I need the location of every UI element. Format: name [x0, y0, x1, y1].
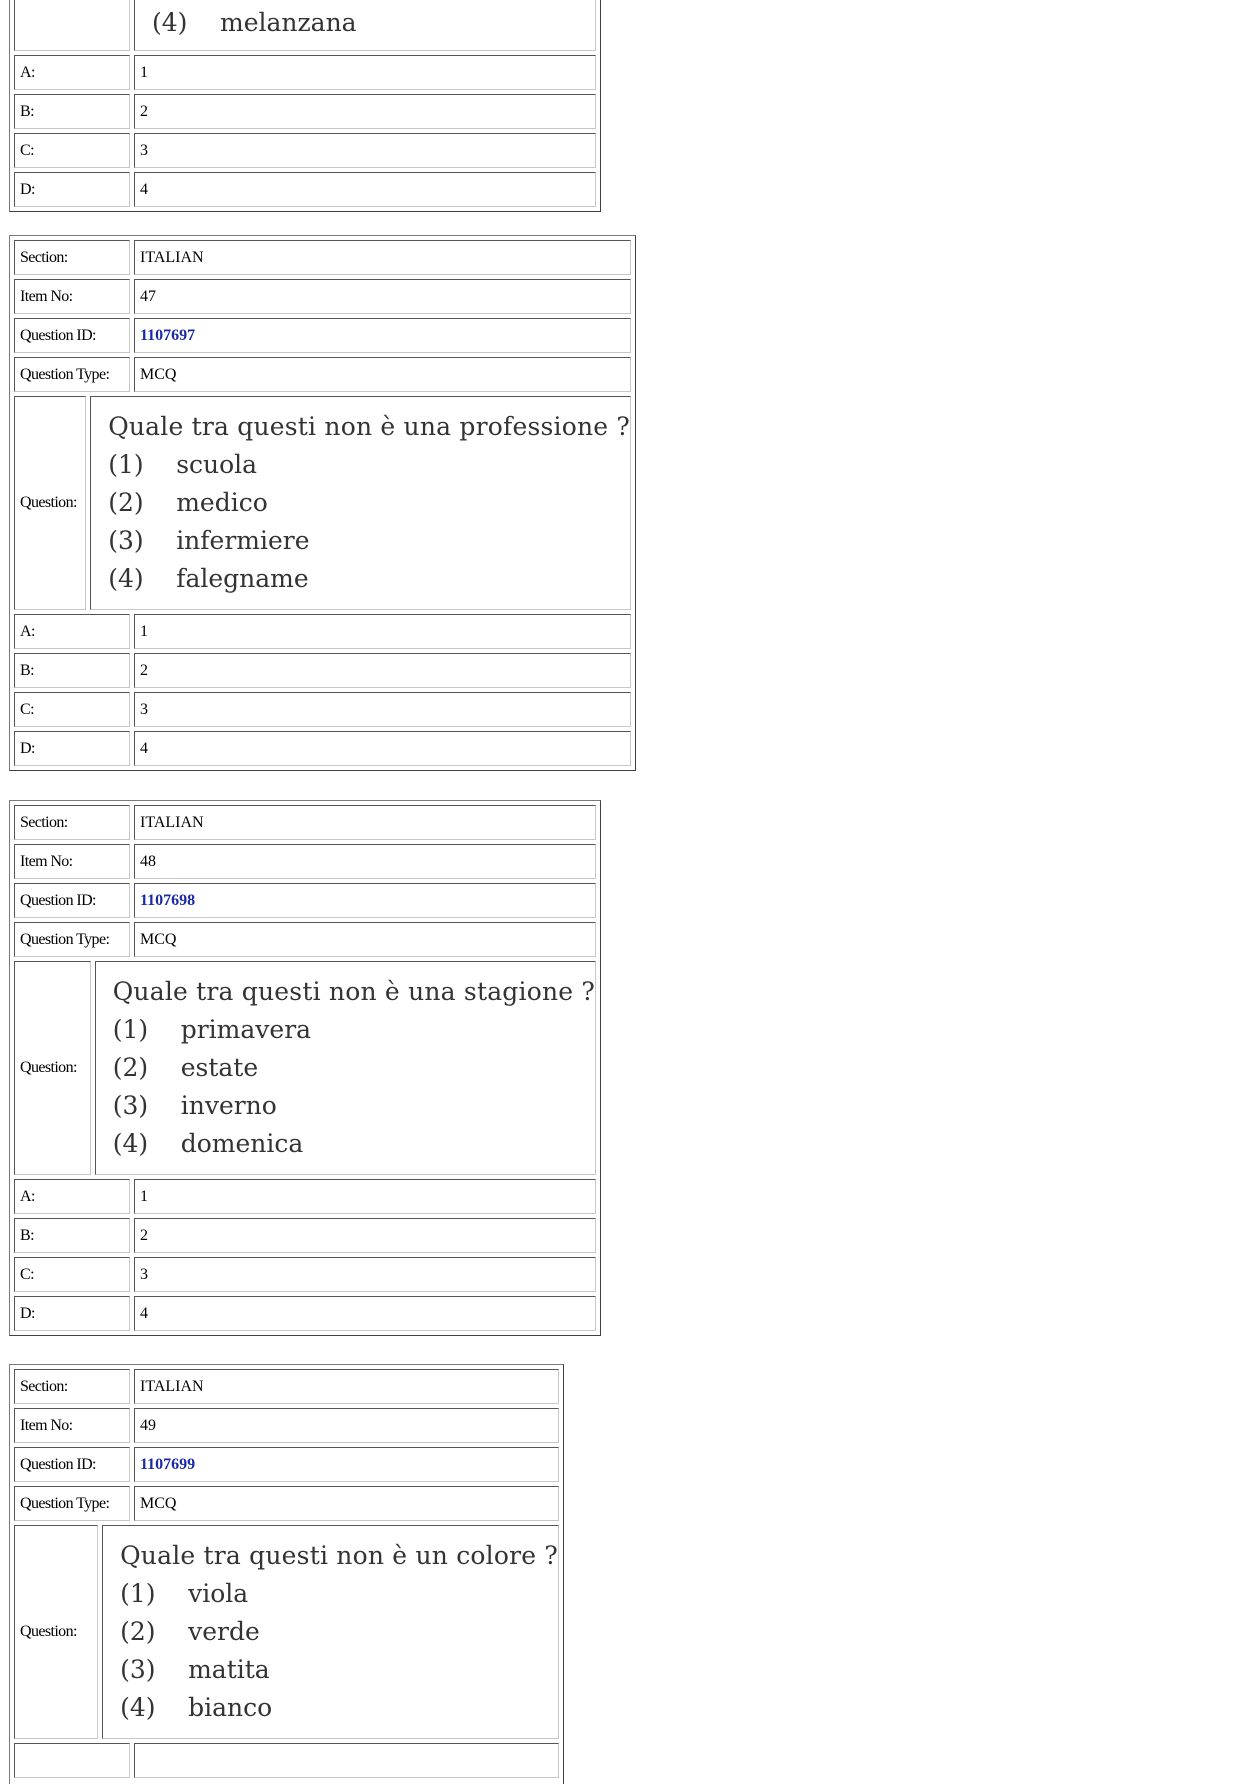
answer-c-label: C: [14, 133, 130, 168]
question-body [102, 1525, 559, 1739]
question-type-row [12, 920, 598, 959]
option-2: (2) estate [112, 1053, 259, 1082]
item-no-value: 48 [134, 844, 596, 879]
option-4: (4) domenica [112, 1129, 304, 1158]
question-id-value: 1107698 [134, 883, 596, 918]
question-row [12, 1523, 561, 1741]
question-type-value: MCQ [134, 922, 596, 957]
answer-d-row [12, 729, 633, 768]
section-label: Section: [14, 240, 130, 275]
option-4: (4) melanzana [152, 8, 357, 37]
answer-d-label: D: [14, 731, 130, 766]
answer-c-row [12, 1255, 598, 1294]
section-value: ITALIAN [134, 240, 631, 275]
answer-a-label: A: [14, 1179, 130, 1214]
option-2: (2) medico [108, 488, 268, 517]
section-label: Section: [14, 1369, 130, 1404]
item-no-label: Item No: [14, 1408, 130, 1443]
question-table [9, 800, 601, 1336]
option-4: (4) bianco [120, 1693, 273, 1722]
question-text: Quale tra questi non è una professione ? [108, 412, 630, 441]
answer-a-row [12, 612, 633, 651]
answer-a-value: 1 [134, 614, 631, 649]
question-body [95, 961, 596, 1175]
answer-c-row [12, 690, 633, 729]
answer-b-label: B: [14, 1218, 130, 1253]
option-4: (4) falegname [108, 564, 309, 593]
answer-d-value: 4 [134, 1296, 596, 1331]
question-type-label: Question Type: [14, 357, 130, 392]
answer-b-label: B: [14, 94, 130, 129]
question-id-row [12, 316, 633, 355]
question-table [9, 235, 636, 771]
question-type-value: MCQ [134, 357, 631, 392]
question-label-empty [14, 0, 130, 51]
answer-b-row [12, 651, 633, 690]
question-label: Question: [14, 961, 91, 1175]
question-type-label: Question Type: [14, 1486, 130, 1521]
answer-a-label: A: [14, 55, 130, 90]
question-type-value: MCQ [134, 1486, 559, 1521]
question-id-value: 1107697 [134, 318, 631, 353]
answer-d-row [12, 1294, 598, 1333]
question-type-row [12, 1484, 561, 1523]
question-table-partial [9, 0, 601, 212]
question-table [9, 1364, 564, 1784]
question-type-label: Question Type: [14, 922, 130, 957]
option-3: (3) matita [120, 1655, 270, 1684]
answer-a-label: A: [14, 614, 130, 649]
answer-c-label: C: [14, 692, 130, 727]
section-row [12, 238, 633, 277]
question-row [12, 959, 598, 1177]
answer-a-row [12, 53, 598, 92]
item-no-row [12, 1406, 561, 1445]
answer-a-value-cutoff [134, 1743, 559, 1778]
question-label: Question: [14, 396, 86, 610]
question-id-value: 1107699 [134, 1447, 559, 1482]
item-no-row [12, 277, 633, 316]
answer-b-row [12, 92, 598, 131]
answer-c-row [12, 131, 598, 170]
answer-a-value: 1 [134, 1179, 596, 1214]
section-row [12, 803, 598, 842]
answer-a-row [12, 1177, 598, 1216]
answer-a-label-cutoff [14, 1743, 130, 1778]
option-1: (1) viola [120, 1579, 249, 1608]
answer-a-row-cutoff [12, 1741, 561, 1780]
question-id-label: Question ID: [14, 1447, 130, 1482]
answer-c-label: C: [14, 1257, 130, 1292]
answer-b-row [12, 1216, 598, 1255]
option-1: (1) scuola [108, 450, 258, 479]
section-label: Section: [14, 805, 130, 840]
answer-b-label: B: [14, 653, 130, 688]
answer-b-value: 2 [134, 1218, 596, 1253]
option-3: (3) infermiere [108, 526, 310, 555]
section-row [12, 1367, 561, 1406]
answer-b-value: 2 [134, 653, 631, 688]
section-value: ITALIAN [134, 805, 596, 840]
item-no-label: Item No: [14, 844, 130, 879]
question-row [12, 0, 598, 53]
question-type-row [12, 355, 633, 394]
answer-d-label: D: [14, 172, 130, 207]
answer-b-value: 2 [134, 94, 596, 129]
item-no-row [12, 842, 598, 881]
answer-c-value: 3 [134, 692, 631, 727]
answer-c-value: 3 [134, 1257, 596, 1292]
question-id-row [12, 1445, 561, 1484]
question-id-label: Question ID: [14, 883, 130, 918]
answer-d-label: D: [14, 1296, 130, 1331]
answer-d-value: 4 [134, 172, 596, 207]
answer-d-row [12, 170, 598, 209]
question-id-row [12, 881, 598, 920]
item-no-label: Item No: [14, 279, 130, 314]
question-body [90, 396, 631, 610]
item-no-value: 47 [134, 279, 631, 314]
option-3: (3) inverno [112, 1091, 277, 1120]
option-1: (1) primavera [112, 1015, 312, 1044]
answer-c-value: 3 [134, 133, 596, 168]
section-value: ITALIAN [134, 1369, 559, 1404]
answer-a-value: 1 [134, 55, 596, 90]
question-id-label: Question ID: [14, 318, 130, 353]
question-row [12, 394, 633, 612]
option-2: (2) verde [120, 1617, 260, 1646]
question-body [134, 0, 596, 51]
question-text: Quale tra questi non è una stagione ? [112, 977, 595, 1006]
answer-d-value: 4 [134, 731, 631, 766]
item-no-value: 49 [134, 1408, 559, 1443]
question-label: Question: [14, 1525, 98, 1739]
question-text: Quale tra questi non è un colore ? [120, 1541, 558, 1570]
